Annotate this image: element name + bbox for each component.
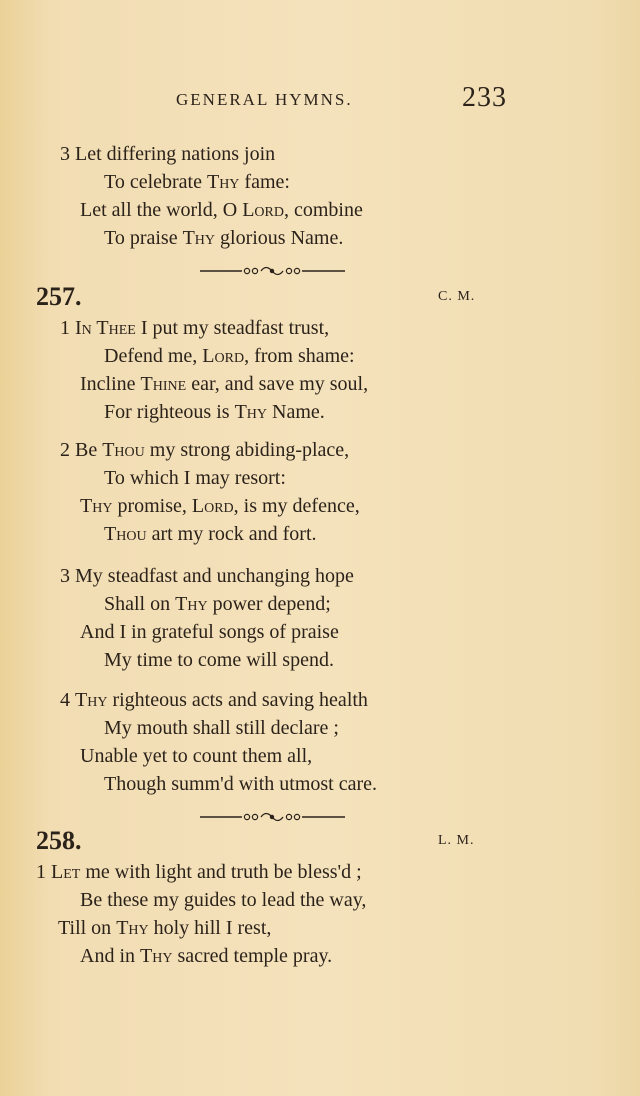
running-title: GENERAL HYMNS. [176,90,353,109]
divine-name: Thy [182,227,216,249]
verse-line [80,890,366,910]
verse-text: glorious Name. [215,227,344,249]
divine-name: Lord [202,345,245,367]
verse-line [104,468,286,488]
divine-name: Thou [102,439,145,461]
divine-name: Thy [140,945,173,967]
verse-line [104,774,377,794]
divine-name: Lord [242,199,284,221]
stanza-number: 1 [60,317,70,339]
meter-label: L. M. [438,833,475,848]
verse-text: Though summ'd with utmost care. [104,773,378,795]
verse-text: I put my steadfast trust, [135,317,330,339]
verse-text: And in [80,945,140,967]
verse-text: Incline [80,373,141,395]
verse-text: Defend me, [104,345,203,367]
verse-line [60,144,275,164]
verse-line [104,346,355,366]
verse-text: Let all the world, O [80,199,243,221]
verse-text: Be [75,439,103,461]
divine-name: Let [51,861,81,883]
verse-text: , from shame: [244,345,355,367]
verse-text: To celebrate [104,171,207,193]
page-number: 233 [462,82,507,113]
divine-name: Thy [234,401,267,423]
verse-text: Let differing nations join [75,143,276,165]
verse-text: sacred temple pray. [172,945,333,967]
verse-text: promise, [112,495,192,517]
divine-name: In Thee [75,317,136,339]
verse-text: righteous acts and saving health [107,689,368,711]
verse-line [58,918,271,938]
meter-label: C. M. [438,289,476,304]
verse-text: To praise [104,227,183,249]
stanza-number: 2 [60,439,70,461]
verse-text: My mouth shall still declare ; [104,717,339,739]
verse-line [80,374,368,394]
verse-line [80,946,332,966]
verse-text: art my rock and fort. [146,523,317,545]
verse-line [104,718,339,738]
verse-line [60,690,368,710]
verse-text: , is my defence, [233,495,360,517]
divine-name: Thy [80,495,113,517]
verse-line [80,746,312,766]
hymn-number: 257. [36,282,82,311]
verse-line [60,440,349,460]
divine-name: Thine [140,373,187,395]
verse-line [104,402,325,422]
verse-text: holy hill I rest, [148,917,272,939]
verse-text: Till on [58,917,117,939]
stanza-number: 3 [60,565,70,587]
verse-text: me with light and truth be bless'd ; [80,861,362,883]
divine-name: Thy [206,171,240,193]
stanza-number: 4 [60,689,70,711]
verse-text: fame: [239,171,290,193]
verse-text: My steadfast and unchanging hope [75,565,354,587]
verse-line [104,172,290,192]
verse-line [36,862,362,882]
ornament-divider [200,810,345,824]
stanza-number: 3 [60,143,70,165]
verse-line [80,496,360,516]
hymn-number: 258. [36,826,82,855]
verse-line [80,622,339,642]
verse-text: Name. [267,401,325,423]
verse-line [104,524,317,544]
divine-name: Lord [191,495,234,517]
verse-line [104,228,343,248]
verse-text: Be these my guides to lead the way, [80,889,367,911]
verse-text: And I in grateful songs of praise [80,621,339,643]
ornament-divider [200,264,345,278]
verse-text: , combine [283,199,363,221]
verse-line [104,594,331,614]
verse-text: my strong abiding-place, [144,439,350,461]
verse-line [60,566,354,586]
divine-name: Thy [175,593,208,615]
divine-name: Thy [116,917,149,939]
verse-line [104,650,334,670]
verse-line [80,200,363,220]
verse-text: Shall on [104,593,176,615]
verse-text: ear, and save my soul, [186,373,369,395]
verse-text: For righteous is [104,401,235,423]
divine-name: Thou [104,523,147,545]
verse-text: power depend; [207,593,331,615]
stanza-number: 1 [36,861,46,883]
verse-text: To which I may resort: [104,467,286,489]
verse-text: My time to come will spend. [104,649,334,671]
verse-line [60,318,329,338]
verse-text: Unable yet to count them all, [80,745,313,767]
divine-name: Thy [75,689,108,711]
